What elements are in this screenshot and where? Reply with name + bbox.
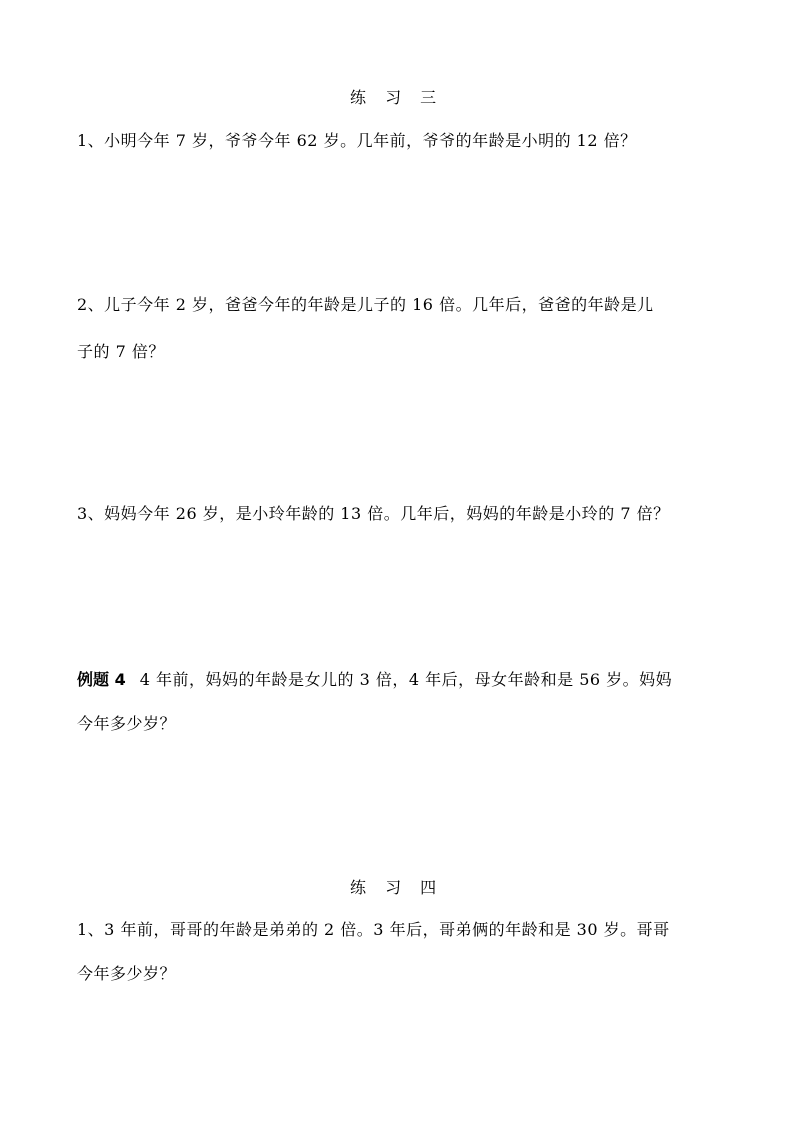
question-3-2-line-2: 子的 7 倍？	[77, 342, 165, 361]
example-4-label: 例题 4	[77, 670, 126, 689]
question-3-3: 3、妈妈今年 26 岁，是小玲年龄的 13 倍。几年后，妈妈的年龄是小玲的 7 倍？	[77, 504, 670, 523]
question-4-1-line-2: 今年多少岁？	[77, 964, 177, 983]
section-heading-practice-4: 练 习 四	[350, 878, 437, 897]
question-4-1-line-1: 1、3 年前，哥哥的年龄是弟弟的 2 倍。3 年后，哥弟俩的年龄和是 30 岁。哥哥	[77, 920, 670, 939]
question-3-1: 1、小明今年 7 岁，爷爷今年 62 岁。几年前，爷爷的年龄是小明的 12 倍？	[77, 131, 637, 150]
example-4-line-1	[77, 670, 672, 690]
question-3-2-line-1: 2、儿子今年 2 岁，爸爸今年的年龄是儿子的 16 倍。几年后，爸爸的年龄是儿	[77, 295, 654, 314]
example-4-line-2: 今年多少岁？	[77, 714, 177, 733]
section-heading-practice-3: 练 习 三	[350, 88, 437, 107]
example-4-text: 4 年前，妈妈的年龄是女儿的 3 倍，4 年后，母女年龄和是 56 岁。妈妈	[139, 670, 673, 689]
